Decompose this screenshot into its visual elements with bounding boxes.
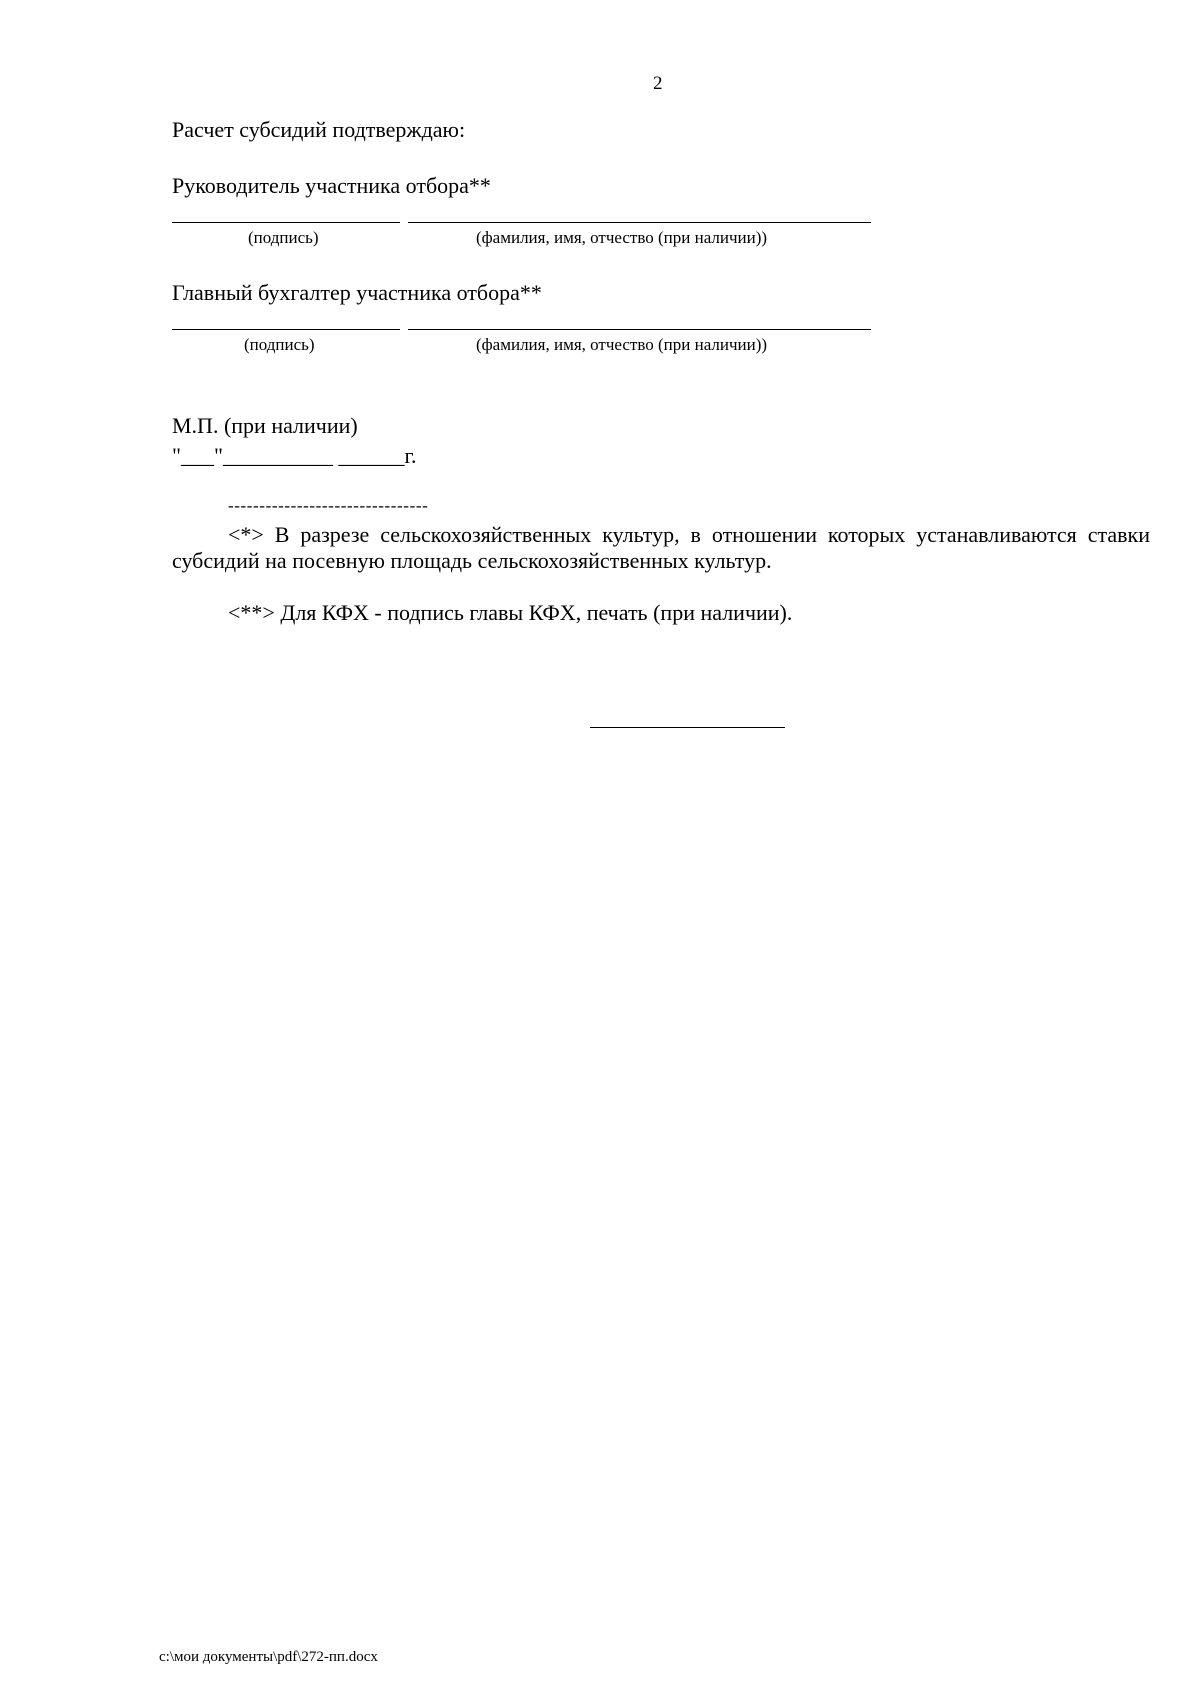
accountant-signature-line [172,329,400,330]
head-signature-line [172,222,400,223]
footnote-separator: -------------------------------- [228,496,429,515]
page-number: 2 [653,73,663,94]
accountant-name-caption: (фамилия, имя, отчество (при наличии)) [476,335,768,354]
accountant-signature-caption: (подпись) [244,335,315,354]
head-name-line [408,222,871,223]
head-title: Руководитель участника отбора** [172,173,491,198]
accountant-name-line [408,329,871,330]
accountant-title: Главный бухгалтер участника отбора** [172,280,542,305]
head-name-caption: (фамилия, имя, отчество (при наличии)) [476,228,768,247]
footnote-1-text: <*> В разрезе сельскохозяйственных культур, в отношении которых устанавливаются ставки субсидий на посевную площадь сельскохозяйственных культур. [172,522,1150,573]
head-signature-caption: (подпись) [248,228,319,247]
end-line [590,727,785,728]
footnote-2: <**> Для КФХ - подпись главы КФХ, печать (при наличии). [228,600,793,625]
file-path: c:\мои документы\pdf\272-пп.docx [159,1649,378,1665]
confirm-heading: Расчет субсидий подтверждаю: [172,117,466,142]
date-line: "___"__________ ______г. [172,443,417,468]
footnote-1 [172,522,1150,574]
stamp-label: М.П. (при наличии) [172,413,358,438]
